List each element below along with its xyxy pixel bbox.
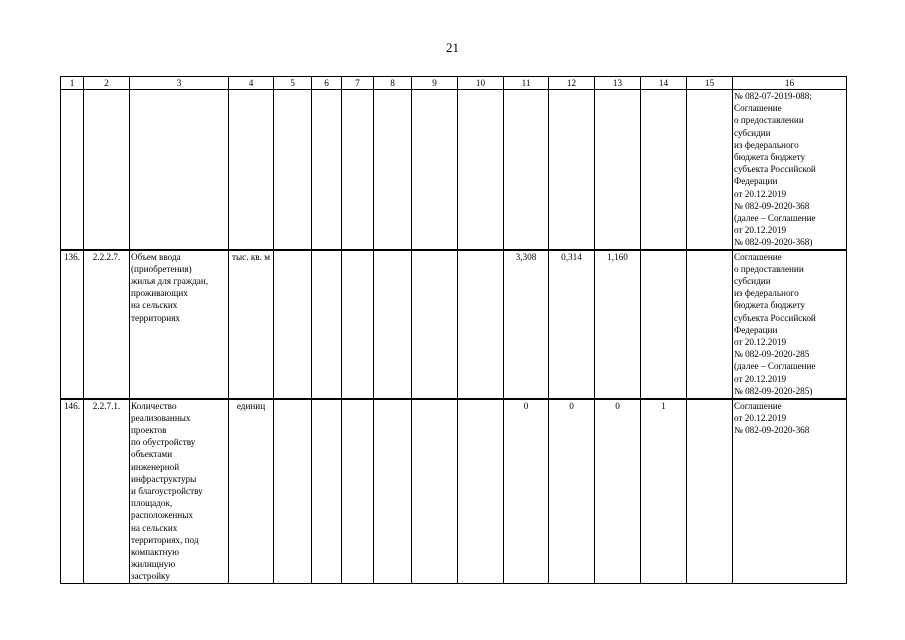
agreement-line: № 082-09-2020-368 <box>734 425 810 436</box>
agreement-line: субъекта Российской <box>734 312 816 323</box>
agreement-line: от 20.12.2019 <box>734 412 787 423</box>
agreement-line: субсидии <box>734 127 771 138</box>
agreement-line: Соглашение <box>734 400 782 411</box>
indicator-line: жилья для граждан, <box>131 276 209 287</box>
value-cell-13: 0 <box>595 399 641 584</box>
agreement-line: от 20.12.2019 <box>734 337 787 348</box>
indicator-line: объектами <box>131 449 173 460</box>
row-number-cell: 146. <box>61 399 84 584</box>
agreement-line: Соглашение <box>734 103 782 114</box>
agreement-cell <box>733 250 847 399</box>
table-row <box>61 399 847 584</box>
value-cell-12: 0,314 <box>549 250 595 399</box>
indicator-line: на сельских <box>131 300 178 311</box>
value-cell-11: 3,308 <box>504 250 549 399</box>
value-cell-13: 1,160 <box>595 250 641 399</box>
indicator-line: расположенных <box>131 510 193 521</box>
table-row <box>61 250 847 399</box>
value-cell-11 <box>504 90 549 250</box>
indicator-line: инженерной <box>131 461 180 472</box>
header-cell-8: 8 <box>374 77 412 90</box>
value-cell-11: 0 <box>504 399 549 584</box>
agreement-line: бюджета бюджету <box>734 152 806 163</box>
header-cell-10: 10 <box>458 77 504 90</box>
header-cell-6: 6 <box>312 77 342 90</box>
table-row <box>61 90 847 250</box>
agreement-line: субъекта Российской <box>734 164 816 175</box>
value-cell-9 <box>412 399 458 584</box>
indicator-line: по обустройству <box>131 437 196 448</box>
value-cell-7 <box>342 90 374 250</box>
value-cell-15 <box>687 90 733 250</box>
header-cell-5: 5 <box>274 77 312 90</box>
agreement-line: из федерального <box>734 288 799 299</box>
value-cell-15 <box>687 250 733 399</box>
indicator-line: компактную <box>131 547 179 558</box>
indicator-line: проектов <box>131 425 167 436</box>
agreement-line: Федерации <box>734 176 778 187</box>
agreement-line: № 082-09-2020-368) <box>734 237 813 248</box>
indicator-line: (приобретения) <box>131 263 192 274</box>
indicator-line: реализованных <box>131 412 191 423</box>
agreement-cell <box>733 90 847 250</box>
item-code-cell <box>84 90 130 250</box>
agreement-line: № 082-09-2020-285) <box>734 385 813 396</box>
indicator-line: площадок, <box>131 498 173 509</box>
header-cell-16: 16 <box>733 77 847 90</box>
value-cell-9 <box>412 90 458 250</box>
indicator-line: Объем ввода <box>131 251 181 262</box>
agreement-line: бюджета бюджету <box>734 300 806 311</box>
header-cell-11: 11 <box>504 77 549 90</box>
header-cell-9: 9 <box>412 77 458 90</box>
agreement-line: от 20.12.2019 <box>734 373 787 384</box>
value-cell-5 <box>274 250 312 399</box>
indicator-line: Количество <box>131 400 177 411</box>
header-cell-4: 4 <box>229 77 274 90</box>
item-code-cell: 2.2.7.1. <box>84 399 130 584</box>
value-cell-8 <box>374 399 412 584</box>
page-number: 21 <box>446 40 459 55</box>
header-row <box>61 77 847 90</box>
header-cell-2: 2 <box>84 77 130 90</box>
header-cell-14: 14 <box>641 77 687 90</box>
value-cell-14 <box>641 250 687 399</box>
agreement-line: № 082-09-2020-368 <box>734 200 810 211</box>
header-cell-1: 1 <box>61 77 84 90</box>
indicator-line: застройку <box>131 571 170 582</box>
value-cell-10 <box>458 250 504 399</box>
agreement-line: от 20.12.2019 <box>734 225 787 236</box>
agreement-line: № 082-09-2020-285 <box>734 349 810 360</box>
agreement-cell <box>733 399 847 584</box>
indicator-line: и благоустройству <box>131 486 203 497</box>
agreement-line: о предоставлении <box>734 115 804 126</box>
agreement-line: Федерации <box>734 324 778 335</box>
value-cell-12 <box>549 90 595 250</box>
value-cell-6 <box>312 90 342 250</box>
agreement-line: о предоставлении <box>734 263 804 274</box>
data-table <box>60 76 847 584</box>
header-cell-3: 3 <box>130 77 229 90</box>
value-cell-15 <box>687 399 733 584</box>
value-cell-13 <box>595 90 641 250</box>
indicator-line: инфраструктуры <box>131 473 197 484</box>
indicator-name-cell <box>130 90 229 250</box>
value-cell-8 <box>374 250 412 399</box>
header-cell-15: 15 <box>687 77 733 90</box>
indicator-name-cell <box>130 250 229 399</box>
indicator-line: территориях, под <box>131 534 199 545</box>
value-cell-7 <box>342 399 374 584</box>
value-cell-8 <box>374 90 412 250</box>
agreement-line: от 20.12.2019 <box>734 188 787 199</box>
value-cell-14: 1 <box>641 399 687 584</box>
header-cell-12: 12 <box>549 77 595 90</box>
row-number-cell: 136. <box>61 250 84 399</box>
agreement-line: из федерального <box>734 139 799 150</box>
indicator-name-cell <box>130 399 229 584</box>
unit-cell: тыс. кв. м <box>229 250 274 399</box>
indicator-line: проживающих <box>131 288 188 299</box>
value-cell-14 <box>641 90 687 250</box>
value-cell-10 <box>458 399 504 584</box>
indicator-line: на сельских <box>131 522 178 533</box>
agreement-line: (далее – Соглашение <box>734 361 816 372</box>
agreement-line: № 082-07-2019-088; <box>734 91 812 101</box>
value-cell-9 <box>412 250 458 399</box>
indicator-line: территориях <box>131 312 181 323</box>
value-cell-7 <box>342 250 374 399</box>
value-cell-10 <box>458 90 504 250</box>
agreement-line: Соглашение <box>734 251 782 262</box>
value-cell-6 <box>312 399 342 584</box>
value-cell-5 <box>274 399 312 584</box>
agreement-line: (далее – Соглашение <box>734 213 816 224</box>
value-cell-5 <box>274 90 312 250</box>
indicator-line: жилищную <box>131 559 176 570</box>
unit-cell <box>229 90 274 250</box>
header-cell-7: 7 <box>342 77 374 90</box>
agreement-line: субсидии <box>734 276 771 287</box>
value-cell-6 <box>312 250 342 399</box>
value-cell-12: 0 <box>549 399 595 584</box>
row-number-cell <box>61 90 84 250</box>
item-code-cell: 2.2.2.7. <box>84 250 130 399</box>
header-cell-13: 13 <box>595 77 641 90</box>
unit-cell: единиц <box>229 399 274 584</box>
